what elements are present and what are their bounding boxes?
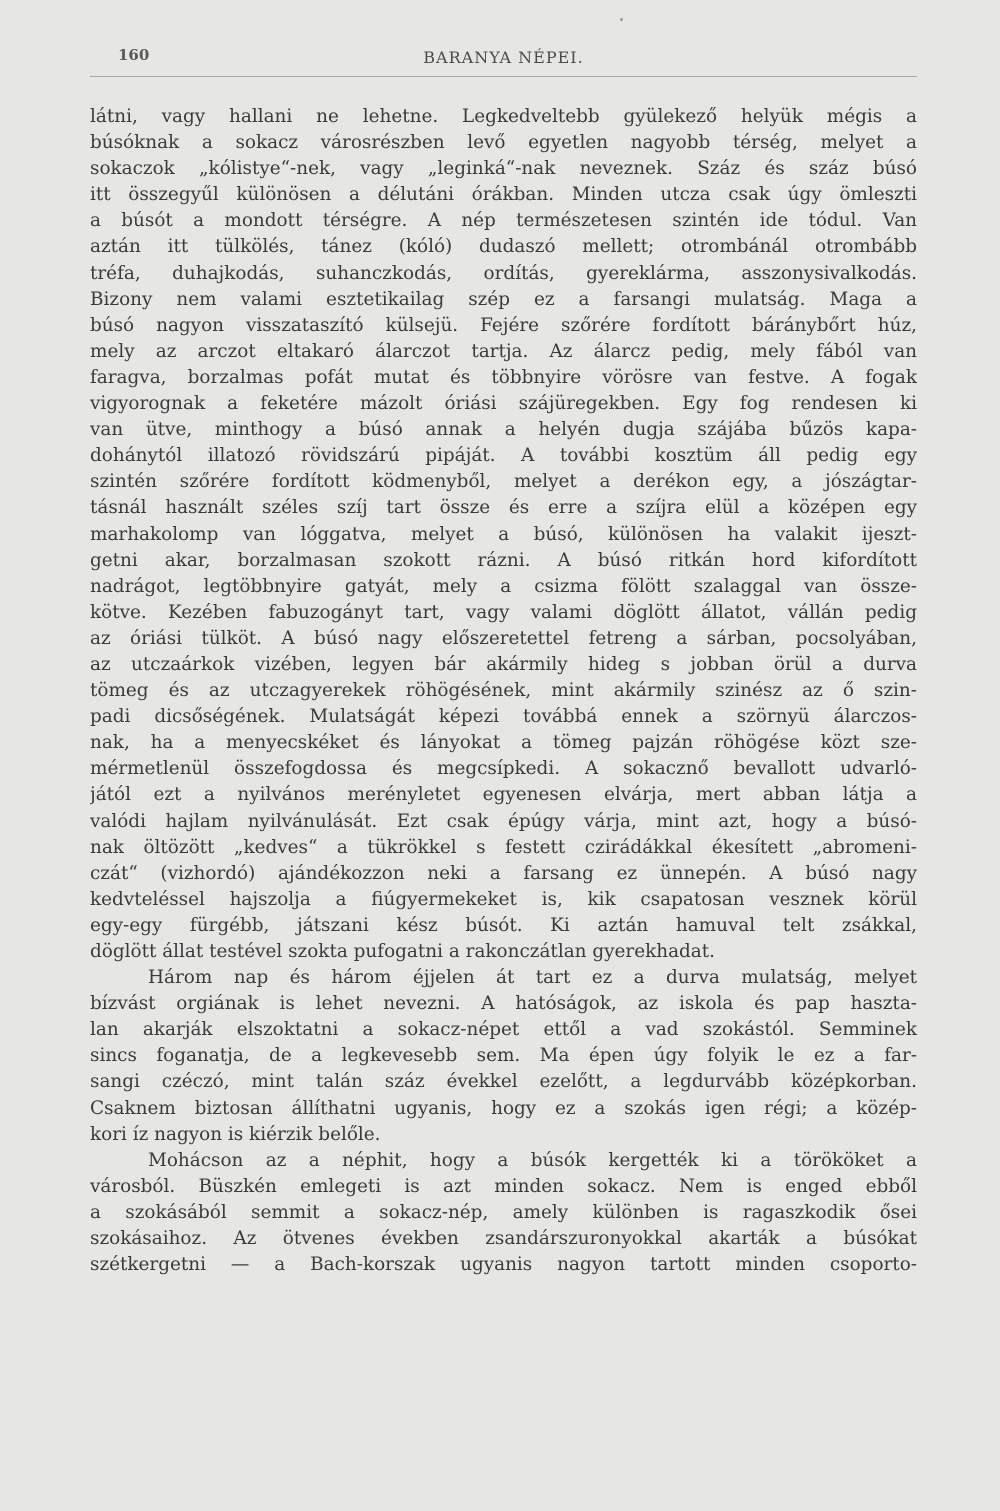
text-line: Mohácson az a néphit, hogy a búsók kergették ki a törököket a — [148, 1149, 917, 1171]
text-line: valódi hajlam nyilvánulását. Ezt csak épúgy várja, mint azt, hogy a búsó- — [90, 810, 917, 832]
text-line: búsó nagyon visszataszító külsejü. Fejére szőrére fordított báránybőrt húz, — [90, 314, 917, 336]
text-line: Három nap és három éjjelen át tart ez a durva mulatság, melyet — [148, 967, 917, 989]
text-line: az utczaárkok vizében, legyen bár akármily hideg s jobban örül a durva — [90, 653, 917, 675]
text-line: marhakolomp van lóggatva, melyet a búsó, különösen ha valakit ijeszt- — [90, 523, 917, 545]
text-line: az óriási tülköt. A búsó nagy előszeretettel fetreng a sárban, pocsolyában, — [90, 627, 917, 649]
text-line: városból. Büszkén emlegeti is azt minden sokacz. Nem is enged ebből — [90, 1175, 917, 1197]
text-line: padi dicsőségének. Mulatságát képezi továbbá ennek a szörnyü álarczos- — [90, 706, 917, 728]
text-line: szintén szőrére fordított ködmenyből, melyet a derékon egy, a jószágtar- — [90, 471, 917, 493]
text-line: lan akarják elszoktatni a sokacz-népet ettől a vad szokástól. Semminek — [90, 1019, 917, 1041]
text-line: van ütve, minthogy a búsó annak a helyén dugja szájába bűzös kapa- — [90, 419, 917, 441]
text-line: sangi czéczó, mint talán száz évekkel ezelőtt, a legdurvább középkorban. — [90, 1071, 917, 1093]
text-line: dohánytól illatozó rövidszárú pipáját. A további kosztüm áll pedig egy — [90, 445, 917, 467]
text-line: Bizony nem valami esztetikailag szép ez a farsangi mulatság. Maga a — [90, 288, 917, 310]
text-line: nadrágot, legtöbbnyire gatyát, mely a csizma fölött szalaggal van össze- — [90, 575, 917, 597]
page-number: 160 — [118, 46, 150, 64]
text-line: egy-egy fürgébb, játszani kész búsót. Ki aztán hamuval telt zsákkal, — [90, 914, 917, 936]
running-title: BARANYA NÉPEI. — [423, 48, 584, 67]
body-text — [90, 104, 917, 1278]
text-line: bízvást orgiának is lehet nevezni. A hatóságok, az iskola és pap haszta- — [90, 993, 917, 1015]
text-line: kori íz nagyon is kiérzik belőle. — [90, 1123, 381, 1145]
text-line: sincs foganatja, de a legkevesebb sem. Ma épen úgy folyik le ez a far- — [90, 1045, 917, 1067]
text-line: a búsót a mondott térségre. A nép természetesen szintén ide tódul. Van — [90, 210, 917, 232]
text-line: a szokásából semmit a sokacz-nép, amely különben is ragaszkodik ősei — [90, 1201, 917, 1223]
text-line: nak öltözött „kedves“ a tükrökkel s festett czirádákkal ékesített „abromeni- — [90, 836, 917, 858]
text-line: látni, vagy hallani ne lehetne. Legkedveltebb gyülekező helyük mégis a — [90, 106, 917, 127]
header-rule — [90, 76, 917, 77]
text-line: mérmetlenül összefogdossa és megcsípkedi. A sokacznő bevallott udvarló- — [90, 758, 917, 780]
text-line: döglött állat testével szokta pufogatni a rakonczátlan gyerekhadat. — [90, 941, 716, 962]
text-line: kötve. Kezében fabuzogányt tart, vagy valami döglött állatot, vállán pedig — [90, 601, 917, 623]
text-line: mely az arczot eltakaró álarczot tartja. Az álarcz pedig, mely fából van — [90, 340, 917, 362]
text-line: czát“ (vizhordó) ajándékozzon neki a farsang ez ünnepén. A búsó nagy — [90, 862, 917, 884]
text-line: Csaknem biztosan állíthatni ugyanis, hogy ez a szokás igen régi; a közép- — [90, 1097, 917, 1119]
text-line: tásnál használt széles szíj tart össze és erre a szíjra elül a középen egy — [90, 497, 917, 519]
text-line: getni akar, borzalmasan szokott rázni. A búsó ritkán hord kifordított — [90, 549, 917, 571]
text-line: itt összegyűl különösen a délutáni órákban. Minden utcza csak úgy ömleszti — [90, 184, 917, 206]
text-line: kedvteléssel hajszolja a fiúgyermekeket is, kik csapatosan vesznek körül — [90, 888, 917, 910]
text-line: nak, ha a menyecskéket és lányokat a tömeg pajzán röhögése közt sze- — [90, 732, 917, 754]
text-line: tréfa, duhajkodás, suhanczkodás, ordítás, gyereklárma, asszonysivalkodás. — [90, 262, 917, 284]
text-line: búsóknak a sokacz városrészben levő egyetlen nagyobb térség, melyet a — [90, 132, 917, 154]
text-line: tömeg és az utczagyerekek röhögésének, mint akármily szinész az ő szin- — [90, 680, 917, 702]
text-line: szétkergetni — a Bach-korszak ugyanis nagyon tartott minden csoporto- — [90, 1254, 917, 1276]
text-line: aztán itt tülkölés, tánez (kóló) dudaszó mellett; otrombánál otrombább — [90, 236, 917, 258]
page-header — [90, 46, 917, 72]
text-line: jától ezt a nyilvános merényletet egyenesen elvárja, mert abban látja a — [90, 784, 917, 806]
text-line: vigyorognak a feketére mázolt óriási szájüregekben. Egy fog rendesen ki — [90, 393, 917, 415]
text-line: faragva, borzalmas pofát mutat és többnyire vörösre van festve. A fogak — [90, 366, 917, 388]
text-line: sokaczok „kólistye“-nek, vagy „leginká“-nak neveznek. Száz és száz búsó — [90, 158, 917, 180]
ink-speck — [620, 18, 623, 21]
text-line: szokásaihoz. Az ötvenes években zsandárszuronyokkal akarták a búsókat — [90, 1228, 917, 1250]
